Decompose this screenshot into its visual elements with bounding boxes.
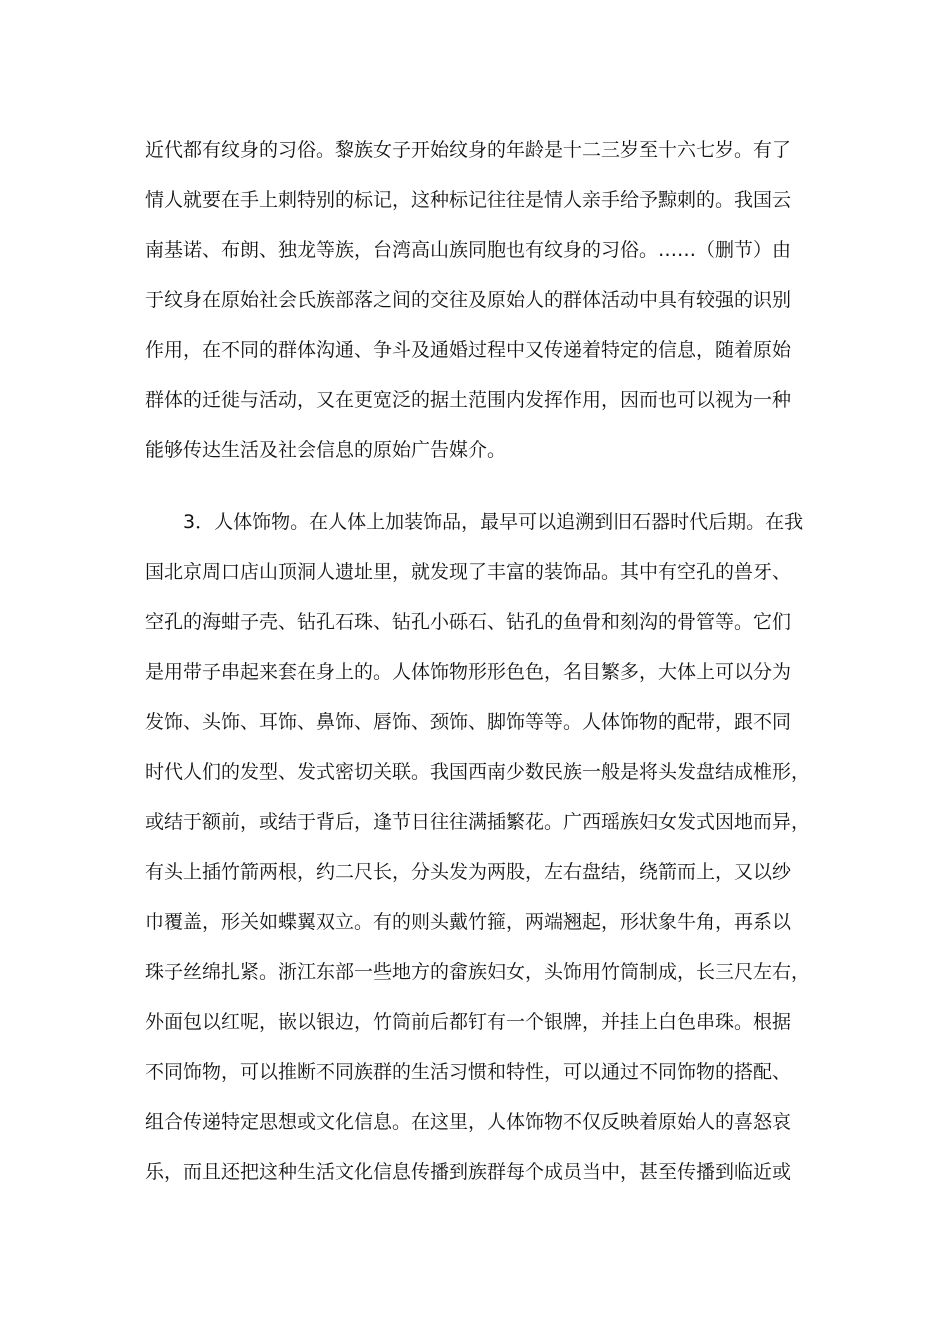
- text-line: 近代都有纹身的习俗。黎族女子开始纹身的年龄是十二三岁至十六七岁。有了: [145, 139, 792, 161]
- text-line: 于纹身在原始社会氏族部落之间的交往及原始人的群体活动中具有较强的识别: [145, 289, 792, 311]
- text-line: 发饰、头饰、耳饰、鼻饰、唇饰、颈饰、脚饰等等。人体饰物的配带，跟不同: [145, 711, 792, 733]
- text-line: 不同饰物，可以推断不同族群的生活习惯和特性，可以通过不同饰物的搭配、: [145, 1061, 792, 1083]
- text-line: 空孔的海蚶子壳、钻孔石珠、钻孔小砾石、钻孔的鱼骨和刻沟的骨管等。它们: [145, 611, 792, 633]
- text-line: 情人就要在手上刺特别的标记，这种标记往往是情人亲手给予黥刺的。我国云: [145, 189, 792, 211]
- text-line: 外面包以红呢，嵌以银边，竹筒前后都钉有一个银牌，并挂上白色串珠。根据: [145, 1011, 792, 1033]
- text-line: 3．人体饰物。在人体上加装饰品，最早可以追溯到旧石器时代后期。在我: [145, 511, 804, 533]
- text-line: 珠子丝绵扎紧。浙江东部一些地方的畲族妇女，头饰用竹筒制成，长三尺左右，: [145, 961, 811, 983]
- paragraph-tattoo-customs: [145, 125, 825, 475]
- text-line: 组合传递特定思想或文化信息。在这里，人体饰物不仅反映着原始人的喜怒哀: [145, 1111, 792, 1133]
- text-line: 有头上插竹箭两根，约二尺长，分头发为两股，左右盘结，绕箭而上，又以纱: [145, 861, 792, 883]
- text-line: 或结于额前，或结于背后，逢节日往往满插繁花。广西瑶族妇女发式因地而异，: [145, 811, 811, 833]
- text-line: 是用带子串起来套在身上的。人体饰物形形色色，名目繁多，大体上可以分为: [145, 661, 792, 683]
- text-line: 群体的迁徙与活动，又在更宽泛的据土范围内发挥作用，因而也可以视为一种: [145, 389, 792, 411]
- text-line: 巾覆盖，形关如蝶翼双立。有的则头戴竹箍，两端翘起，形状象牛角，再系以: [145, 911, 792, 933]
- text-line: 时代人们的发型、发式密切关联。我国西南少数民族一般是将头发盘结成椎形，: [145, 761, 811, 783]
- text-line: 乐，而且还把这种生活文化信息传播到族群每个成员当中，甚至传播到临近或: [145, 1161, 792, 1183]
- text-line: 作用，在不同的群体沟通、争斗及通婚过程中又传递着特定的信息，随着原始: [145, 339, 792, 361]
- paragraph-body-ornaments: [145, 497, 825, 1197]
- text-line: 南基诺、布朗、独龙等族，台湾高山族同胞也有纹身的习俗。……（删节）由: [145, 239, 792, 261]
- text-line: 国北京周口店山顶洞人遗址里，就发现了丰富的装饰品。其中有空孔的兽牙、: [145, 561, 792, 583]
- text-line: 能够传达生活及社会信息的原始广告媒介。: [145, 439, 507, 461]
